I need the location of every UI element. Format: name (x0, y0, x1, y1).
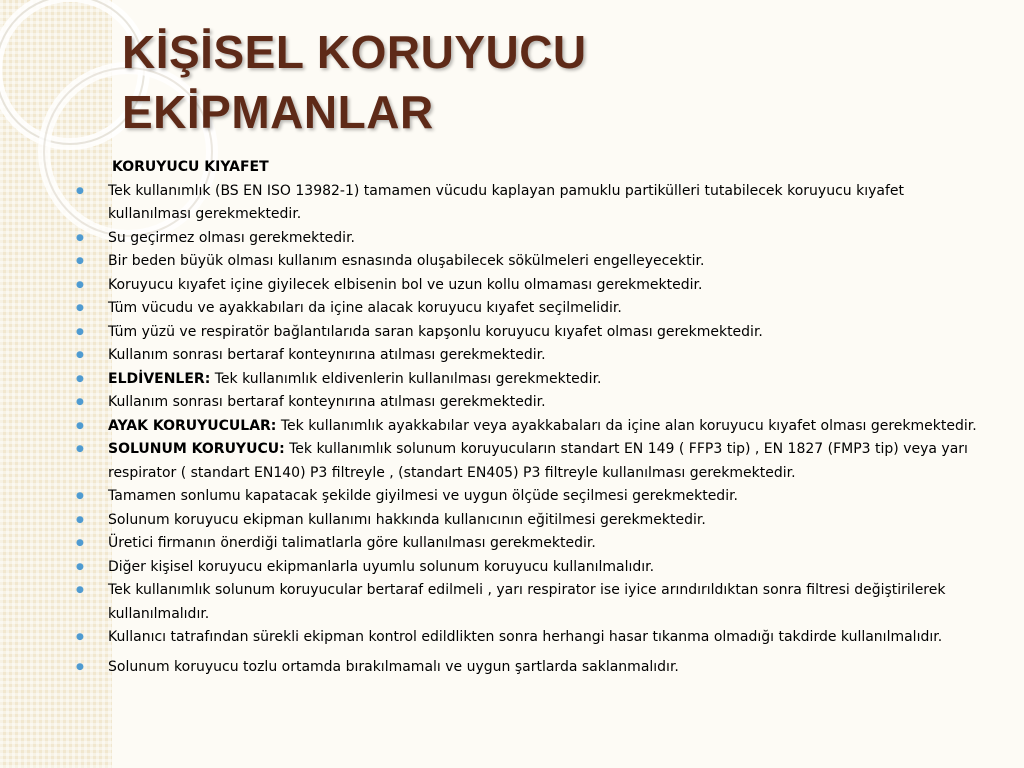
list-item (108, 509, 988, 533)
bullet-list (108, 156, 988, 679)
list-item (108, 579, 988, 626)
list-item-lead: ELDİVENLER: (108, 370, 211, 387)
list-item (108, 250, 988, 274)
list-item-text: Üretici firmanın önerdiği talimatlarla göre kullanılması gerekmektedir. (108, 535, 596, 551)
slide-title-line-1: KİŞİSEL KORUYUCU (122, 26, 587, 78)
list-item (108, 321, 988, 345)
list-item-text: Tamamen sonlumu kapatacak şekilde giyilmesi ve uygun ölçüde seçilmesi gerekmektedir. (108, 488, 738, 504)
slide-body (108, 156, 988, 679)
list-item (108, 274, 988, 298)
list-item (108, 656, 988, 680)
section-heading: KORUYUCU KIYAFET (112, 159, 269, 175)
list-item (108, 227, 988, 251)
list-item-text: Solunum koruyucu ekipman kullanımı hakkında kullanıcının eğitilmesi gerekmektedir. (108, 511, 706, 528)
list-item (108, 415, 988, 439)
list-item (108, 438, 988, 485)
list-item-text: Tek kullanımlık solunum koruyucular bertaraf edilmeli , yarı respirator ise iyice arındırıldıktan sonra filtresi değiştirilerek kullanılmalıdır. (108, 582, 946, 622)
list-item (108, 485, 988, 509)
list-item-text: Tek kullanımlık ayakkabılar veya ayakkabaları da içine alan koruyucu kıyafet olması gerekmektedir. (276, 417, 977, 434)
list-item-lead: AYAK KORUYUCULAR: (108, 417, 277, 434)
list-item (108, 626, 988, 650)
list-item-text: Tüm vücudu ve ayakkabıları da içine alacak koruyucu kıyafet seçilmelidir. (108, 300, 622, 316)
list-item (108, 391, 988, 415)
list-item (108, 556, 988, 580)
list-item-text: Bir beden büyük olması kullanım esnasında oluşabilecek sökülmeleri engelleyecektir. (108, 253, 705, 269)
list-item (108, 297, 988, 321)
list-item-text: Tek kullanımlık solunum koruyucuların standart EN 149 ( FFP3 tip) , EN 1827 (FMP3 tip) veya yarı respirator ( standart EN140) P3 filtreyle , (standart EN405) P3 filtreyle kullanılması gerekmektedir. (108, 441, 968, 481)
list-item-text: Solunum koruyucu tozlu ortamda bırakılmamalı ve uygun şartlarda saklanmalıdır. (108, 658, 679, 675)
list-item-text: Diğer kişisel koruyucu ekipmanlarla uyumlu solunum koruyucu kullanılmalıdır. (108, 558, 655, 575)
slide-title (122, 22, 587, 142)
list-item (108, 180, 988, 227)
slide-title-line-2: EKİPMANLAR (122, 86, 434, 138)
list-item-text: Kullanıcı tatrafından sürekli ekipman kontrol edildlikten sonra herhangi hasar tıkanma olmadığı takdirde kullanılmalıdır. (108, 629, 943, 645)
list-item-text: Kullanım sonrası bertaraf konteynırına atılması gerekmektedir. (108, 347, 546, 363)
list-item (108, 368, 988, 392)
list-item-text: Tek kullanımlık (BS EN ISO 13982-1) tamamen vücudu kaplayan pamuklu partikülleri tutabilecek koruyucu kıyafet kullanılması gerekmektedir. (108, 182, 904, 222)
list-item (108, 532, 988, 556)
list-item-text: Tek kullanımlık eldivenlerin kullanılması gerekmektedir. (210, 370, 602, 387)
list-item-text: Tüm yüzü ve respiratör bağlantılarıda saran kapşonlu koruyucu kıyafet olması gerekmektedir. (108, 323, 763, 340)
list-item-text: Su geçirmez olması gerekmektedir. (108, 229, 355, 246)
list-item-text: Kullanım sonrası bertaraf konteynırına atılması gerekmektedir. (108, 394, 546, 410)
list-item-lead: SOLUNUM KORUYUCU: (108, 441, 285, 457)
list-item (108, 344, 988, 368)
list-item-text: Koruyucu kıyafet içine giyilecek elbisenin bol ve uzun kollu olmaması gerekmektedir. (108, 276, 703, 293)
